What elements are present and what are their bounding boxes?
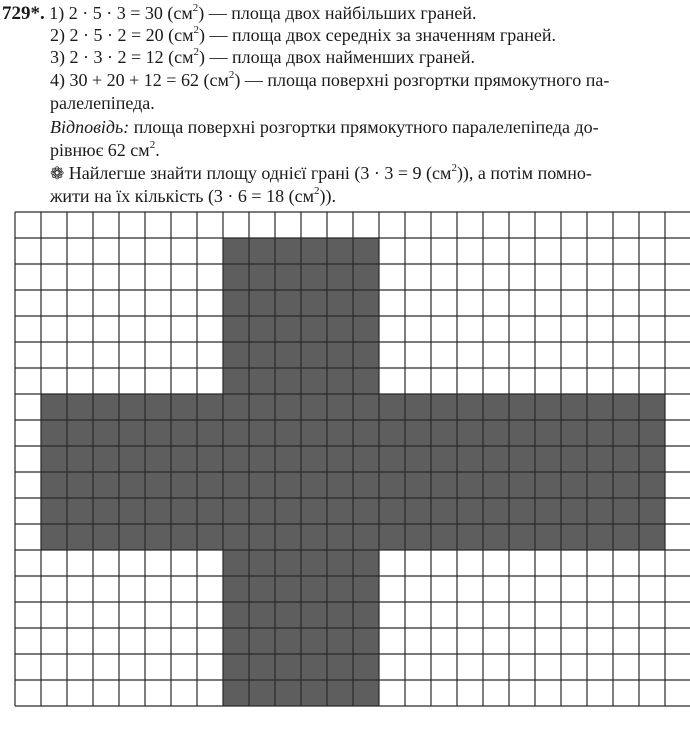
step-3-close: )	[199, 47, 206, 67]
hint-2-unit-exponent: 2	[313, 185, 320, 197]
step-4-label: 4)	[50, 70, 65, 90]
answer-label: Відповідь:	[50, 117, 130, 137]
answer-text: площа поверхні розгортки прямокутного паралелепіпеда до-	[129, 117, 599, 137]
step-4-unit-exponent: 2	[228, 69, 235, 81]
answer-end: .	[155, 140, 160, 160]
step-3-label: 3)	[50, 47, 65, 67]
hint-text-2-end: )).	[319, 186, 336, 206]
problem-number: 729*.	[2, 3, 45, 24]
step-4-continuation: ралелепіпеда.	[50, 93, 155, 113]
step-2-description: — площа двох середніх за значенням граней.	[205, 25, 557, 45]
hint-text-2: жити на їх кількість (3 · 6 = 18 (см	[50, 186, 314, 206]
step-4-description: — площа поверхні розгортки прямокутного па-	[240, 70, 610, 90]
flower-bullet-icon: ❁	[50, 164, 65, 183]
hint-text-1: Найлегше знайти площу однієї грані (3 · 3 = 9 (см	[64, 163, 452, 183]
hint-1-unit-exponent: 2	[451, 162, 457, 174]
step-4-close: )	[234, 70, 241, 90]
step-1-unit-exponent: 2	[192, 2, 199, 14]
step-2-unit-exponent: 2	[193, 24, 200, 36]
step-4-expression: 30 + 20 + 12 = 62 (см	[69, 70, 229, 90]
hint-text-1-end: )), а потім помно-	[456, 163, 592, 183]
step-3-expression: 2 · 3 · 2 = 12 (см	[69, 47, 194, 67]
step-1-label: 1)	[49, 3, 65, 23]
answer-cont-text: рівнює 62 см	[50, 140, 150, 160]
step-2-close: )	[199, 25, 206, 45]
step-3-description: — площа двох найменших граней.	[205, 47, 475, 67]
step-2-label: 2)	[50, 25, 65, 45]
step-2-expression: 2 · 5 · 2 = 20 (см	[69, 25, 194, 45]
step-1-expression: 2 · 5 · 3 = 30 (см	[68, 3, 193, 23]
answer-unit-exponent: 2	[149, 139, 156, 151]
step-3-unit-exponent: 2	[193, 46, 200, 58]
step-1-close: )	[198, 3, 205, 23]
step-1-description: — площа двох найбільших граней.	[204, 3, 477, 23]
